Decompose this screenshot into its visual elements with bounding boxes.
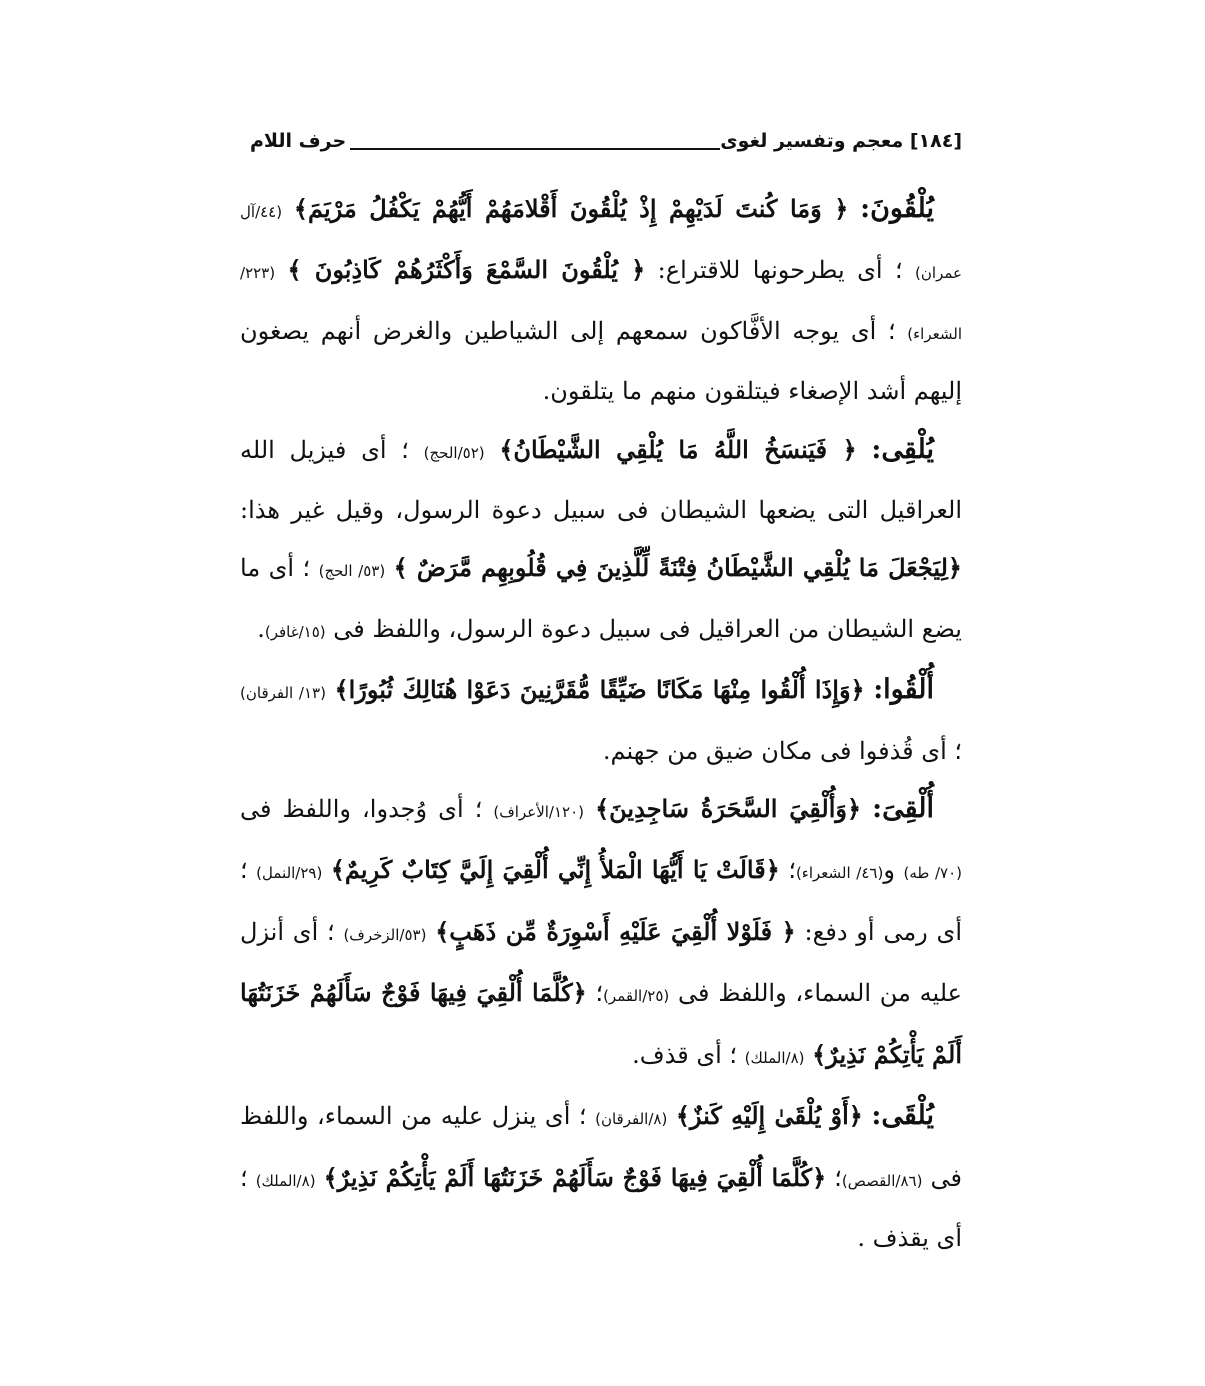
entry-yulqi xyxy=(240,421,962,662)
headword: أُلْقُوا: xyxy=(873,674,934,706)
verse-reference: (٢٥/القمر) xyxy=(603,987,670,1006)
quran-quote: ﴿وَإِذَا أُلْقُوا مِنْهَا مَكَانًا ضَيِّقًا مُّقَرَّنِينَ دَعَوْا هُنَالِكَ ثُبُورًا﴾ xyxy=(334,675,865,705)
entry-ulqiya xyxy=(240,780,962,1087)
verse-reference: (٤٤/آل عمران) xyxy=(240,203,962,283)
entry-yulqa xyxy=(240,1087,962,1267)
verse-reference: (٢٢٣/الشعراء) xyxy=(240,264,962,343)
entry-yulquna xyxy=(240,180,962,421)
quran-quote: ﴿كُلَّمَا أُلْقِيَ فِيهَا فَوْجٌ سَأَلَهُمْ خَزَنَتُهَا أَلَمْ يَأْتِكُمْ نَذِيرٌ﴾ xyxy=(240,978,962,1069)
dictionary-page xyxy=(240,120,962,1270)
explanation-text: ؛ أى رمى أو دفع: xyxy=(240,856,962,946)
explanation-text: ؛ أى قذف. xyxy=(632,1040,738,1069)
explanation-text: ؛ xyxy=(788,856,796,885)
explanation-text: ؛ أى أنزل عليه من السماء، واللفظ فى xyxy=(240,917,962,1008)
explanation-text: ؛ أى يوجه الأفَّاكون سمعهم إلى الشياطين والغرض أنهم يصغون إليهم أشد الإصغاء فيتلقون منهم ما يتلقون. xyxy=(240,316,962,406)
quran-quote: ﴿ فَلَوْلا أُلْقِيَ عَلَيْهِ أَسْوِرَةٌ مِّن ذَهَبٍ﴾ xyxy=(435,916,796,946)
verse-reference: (٥٣/ الحج) xyxy=(318,562,386,581)
quran-quote: ﴿وَأُلْقِيَ السَّحَرَةُ سَاجِدِينَ﴾ xyxy=(595,794,862,824)
page-body xyxy=(240,180,962,1267)
explanation-text: . xyxy=(257,614,265,643)
quran-quote: ﴿ يُلْقُونَ السَّمْعَ وَأَكْثَرُهُمْ كَاذِبُونَ ﴾ xyxy=(287,255,646,285)
verse-reference: (١٥/غافر) xyxy=(264,622,326,641)
entry-ulqu xyxy=(240,661,962,780)
verse-reference: (٨/الملك) xyxy=(255,1171,316,1190)
verse-reference: (٧٠/ طه) xyxy=(903,864,962,883)
verse-reference: (٨٦/القصص) xyxy=(841,1171,923,1190)
explanation-text: ؛ أى يقذف . xyxy=(240,1163,962,1252)
verse-reference: (٥٣/الزخرف) xyxy=(343,925,427,944)
quran-quote: ﴿كُلَّمَا أُلْقِيَ فِيهَا فَوْجٌ سَأَلَهُمْ خَزَنَتُهَا أَلَمْ يَأْتِكُمْ نَذِيرٌ﴾ xyxy=(323,1162,827,1192)
verse-reference: (٨/الفرقان) xyxy=(595,1110,668,1129)
verse-reference: (١٣/ الفرقان) xyxy=(240,684,326,703)
headword: يُلْقِى: xyxy=(871,433,934,465)
quran-quote: ﴿ فَيَنسَخُ اللَّهُ مَا يُلْقِي الشَّيْطَانُ﴾ xyxy=(499,434,857,464)
explanation-text: ؛ أى وُجدوا، واللفظ فى xyxy=(240,795,483,824)
running-header xyxy=(240,126,962,160)
quran-quote: ﴿أَوْ يُلْقَىٰ إِلَيْهِ كَنزٌ﴾ xyxy=(675,1101,863,1131)
verse-reference: (٨/الملك) xyxy=(744,1048,805,1067)
header-section-title: حرف اللام xyxy=(250,130,347,152)
explanation-text: ؛ xyxy=(834,1163,842,1192)
header-page-title: [١٨٤] معجم وتفسير لغوى xyxy=(720,130,962,152)
quran-quote: ﴿قَالَتْ يَا أَيُّهَا الْمَلأُ إِنِّي أُلْقِيَ إِلَيَّ كِتَابٌ كَرِيمٌ﴾ xyxy=(330,855,780,885)
explanation-text: ؛ أى ما يضع الشيطان من العراقيل فى سبيل دعوة الرسول، واللفظ فى xyxy=(240,554,962,643)
headword: يُلْقُونَ: xyxy=(860,193,934,224)
explanation-text: ؛ أى ينزل عليه من السماء، واللفظ فى xyxy=(240,1102,962,1192)
verse-reference: (١٢٠/الأعراف) xyxy=(493,803,585,822)
explanation-text: و xyxy=(883,856,895,885)
headword: أُلْقِىَ: xyxy=(872,793,934,825)
headword: يُلْقَى: xyxy=(871,1100,934,1132)
verse-reference: (٤٦/ الشعراء) xyxy=(795,864,884,883)
explanation-text: ؛ أى قُذفوا فى مكان ضيق من جهنم. xyxy=(602,736,962,765)
header-rule xyxy=(350,148,720,150)
verse-reference: (٥٢/الحج) xyxy=(423,443,485,462)
verse-reference: (٢٩/النمل) xyxy=(256,864,323,883)
explanation-text: ؛ أى يطرحونها للاقتراع: xyxy=(657,256,903,285)
explanation-text: ؛ xyxy=(595,979,604,1008)
quran-quote: ﴿ وَمَا كُنتَ لَدَيْهِمْ إِذْ يُلْقُونَ أَقْلامَهُمْ أَيُّهُمْ يَكْفُلُ مَرْيَمَ﴾ xyxy=(293,194,849,223)
quran-quote: ﴿لِيَجْعَلَ مَا يُلْقِي الشَّيْطَانُ فِتْنَةً لِّلَّذِينَ فِي قُلُوبِهِم مَّرَضٌ ﴾ xyxy=(393,553,962,583)
explanation-text: ؛ أى فيزيل الله العراقيل التى يضعها الشيطان فى سبيل دعوة الرسول، وقيل غير هذا: xyxy=(240,435,962,525)
